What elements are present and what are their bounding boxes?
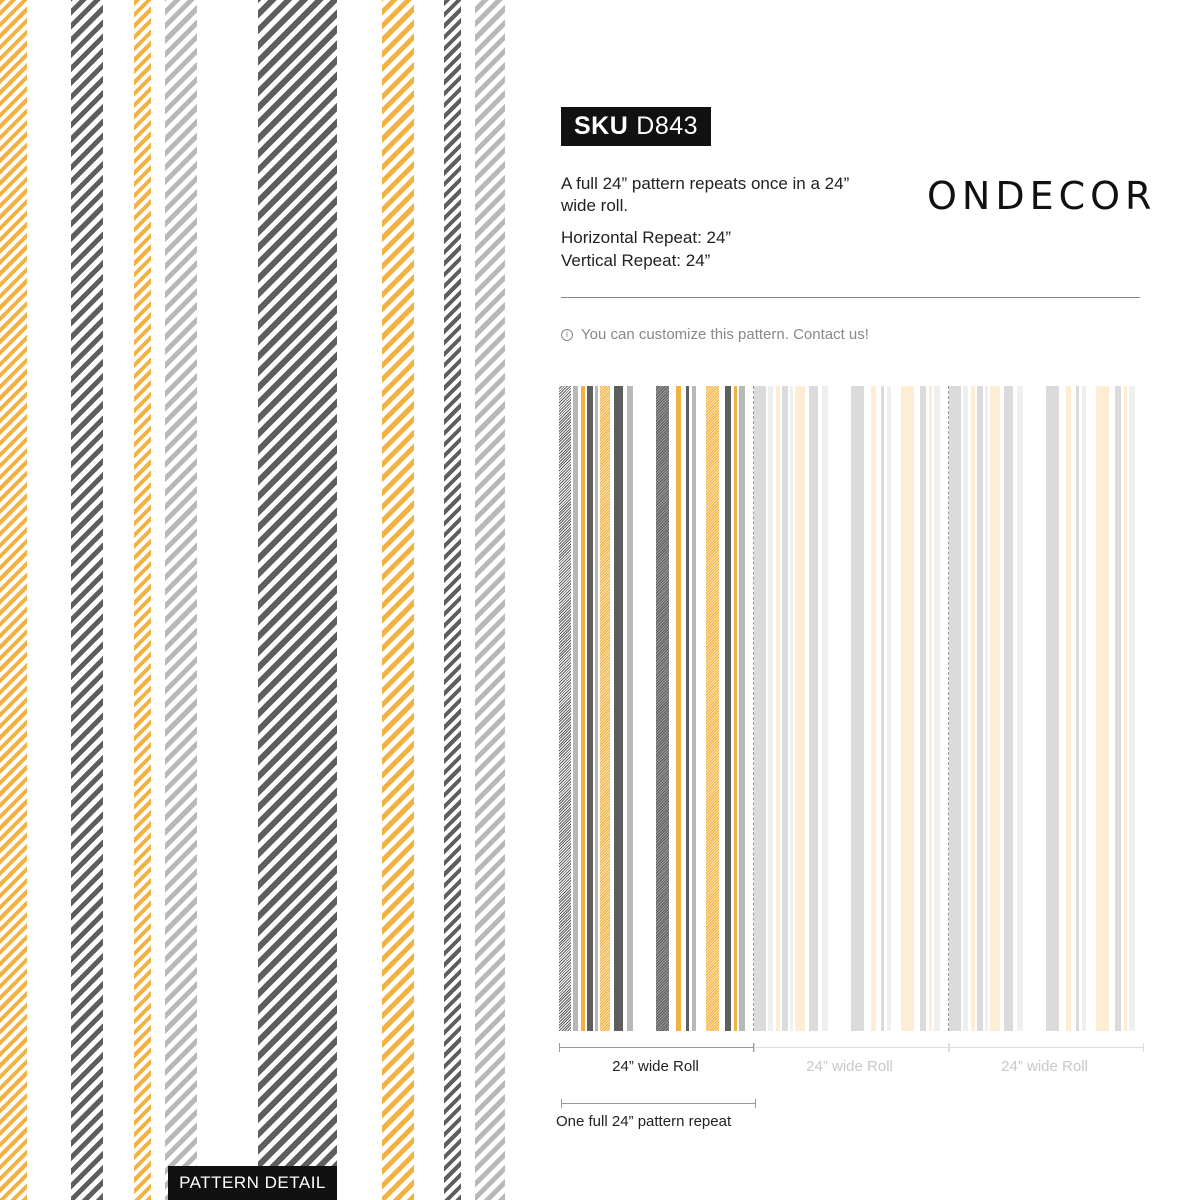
stripe-yellow bbox=[134, 0, 151, 1200]
stripe-yellow bbox=[0, 0, 27, 1200]
stripe-dark-gray bbox=[444, 0, 461, 1200]
roll-2-label-bold: Roll bbox=[867, 1058, 893, 1075]
roll-2-label-main: 24” wide bbox=[806, 1058, 868, 1075]
horizontal-repeat: Horizontal Repeat: 24” bbox=[561, 228, 732, 247]
stripe-dark-gray bbox=[686, 386, 689, 1031]
stripe-yellow bbox=[1124, 386, 1127, 1031]
stripe-yellow bbox=[600, 386, 610, 1031]
stripe-light-gray bbox=[573, 386, 578, 1031]
vertical-repeat: Vertical Repeat: 24” bbox=[561, 251, 711, 270]
stripe-yellow bbox=[795, 386, 805, 1031]
pattern-detail-label: PATTERN DETAIL bbox=[168, 1166, 337, 1200]
roll-3-label-bold: Roll bbox=[1062, 1058, 1088, 1075]
roll-2 bbox=[754, 386, 947, 1031]
customize-note[interactable] bbox=[561, 326, 869, 343]
roll-3-label-main: 24” wide bbox=[1001, 1058, 1063, 1075]
roll-2-dimension-line bbox=[754, 1047, 949, 1048]
stripe-dark-gray bbox=[949, 386, 961, 1031]
roll-1-label-main: 24” wide bbox=[612, 1058, 674, 1075]
pattern-description: A full 24” pattern repeats once in a 24” wide roll. bbox=[561, 174, 850, 215]
stripe-light-gray bbox=[692, 386, 696, 1031]
brand-logo: ONDECOR bbox=[927, 174, 1157, 218]
stripe-light-gray bbox=[627, 386, 633, 1031]
info-icon: i bbox=[561, 329, 573, 341]
sku-badge bbox=[561, 107, 711, 146]
sku-label: SKU bbox=[573, 112, 629, 140]
stripe-dark-gray-wide bbox=[258, 0, 337, 1200]
divider bbox=[561, 297, 1140, 298]
stripe-dark-gray-wide bbox=[1046, 386, 1059, 1031]
stripe-yellow bbox=[734, 386, 737, 1031]
stripe-dark-gray bbox=[977, 386, 983, 1031]
stripe-dark-gray-wide bbox=[656, 386, 669, 1031]
stripe-dark-gray bbox=[614, 386, 623, 1031]
stripe-dark-gray bbox=[725, 386, 731, 1031]
stripe-yellow bbox=[971, 386, 975, 1031]
roll-2-label bbox=[753, 1058, 946, 1075]
roll-3-label bbox=[948, 1058, 1141, 1075]
roll-3 bbox=[949, 386, 1142, 1031]
roll-1-dimension-line bbox=[559, 1047, 754, 1048]
stripe-dark-gray bbox=[782, 386, 788, 1031]
stripe-dark-gray bbox=[587, 386, 593, 1031]
stripe-yellow bbox=[901, 386, 914, 1031]
stripe-light-gray bbox=[887, 386, 891, 1031]
stripe-yellow bbox=[676, 386, 681, 1031]
rolls-preview bbox=[559, 386, 1136, 1031]
stripe-dark-gray bbox=[920, 386, 926, 1031]
repeat-info bbox=[561, 226, 731, 272]
stripe-yellow bbox=[706, 386, 719, 1031]
roll-1-label-bold: Roll bbox=[673, 1058, 699, 1075]
stripe-dark-gray bbox=[71, 0, 103, 1200]
stripe-light-gray bbox=[165, 0, 197, 1200]
roll-3-dimension-line bbox=[949, 1047, 1144, 1048]
stripe-light-gray bbox=[739, 386, 745, 1031]
stripe-dark-gray bbox=[881, 386, 884, 1031]
stripe-dark-gray bbox=[1004, 386, 1013, 1031]
stripe-yellow bbox=[929, 386, 932, 1031]
stripe-light-gray bbox=[475, 0, 505, 1200]
roll-1-label bbox=[559, 1058, 752, 1075]
roll-seam bbox=[948, 386, 949, 1031]
pattern-repeat-line bbox=[561, 1103, 756, 1104]
stripe-light-gray bbox=[1129, 386, 1135, 1031]
stripe-dark-gray bbox=[809, 386, 818, 1031]
pattern-detail-swatch bbox=[0, 0, 505, 1200]
stripe-light-gray bbox=[963, 386, 968, 1031]
stripe-light-gray bbox=[595, 386, 598, 1031]
stripe-light-gray bbox=[768, 386, 773, 1031]
roll-1 bbox=[559, 386, 752, 1031]
stripe-light-gray bbox=[1082, 386, 1086, 1031]
stripe-light-gray bbox=[790, 386, 793, 1031]
stripe-dark-gray bbox=[559, 386, 571, 1031]
stripe-yellow bbox=[990, 386, 1000, 1031]
sku-code: D843 bbox=[636, 112, 699, 140]
stripe-yellow bbox=[382, 0, 414, 1200]
stripe-yellow bbox=[1066, 386, 1071, 1031]
stripe-yellow bbox=[1096, 386, 1109, 1031]
customize-note-text: You can customize this pattern. Contact us! bbox=[581, 326, 869, 343]
stripe-yellow bbox=[581, 386, 585, 1031]
stripe-light-gray bbox=[1017, 386, 1023, 1031]
stripe-dark-gray bbox=[1076, 386, 1079, 1031]
stripe-yellow bbox=[871, 386, 876, 1031]
stripe-light-gray bbox=[934, 386, 940, 1031]
pattern-repeat-label: One full 24” pattern repeat bbox=[556, 1113, 732, 1130]
stripe-dark-gray bbox=[1115, 386, 1121, 1031]
roll-seam bbox=[753, 386, 754, 1031]
stripe-dark-gray-wide bbox=[851, 386, 864, 1031]
stripe-dark-gray bbox=[754, 386, 766, 1031]
stripe-light-gray bbox=[822, 386, 828, 1031]
stripe-yellow bbox=[776, 386, 780, 1031]
stripe-light-gray bbox=[985, 386, 988, 1031]
